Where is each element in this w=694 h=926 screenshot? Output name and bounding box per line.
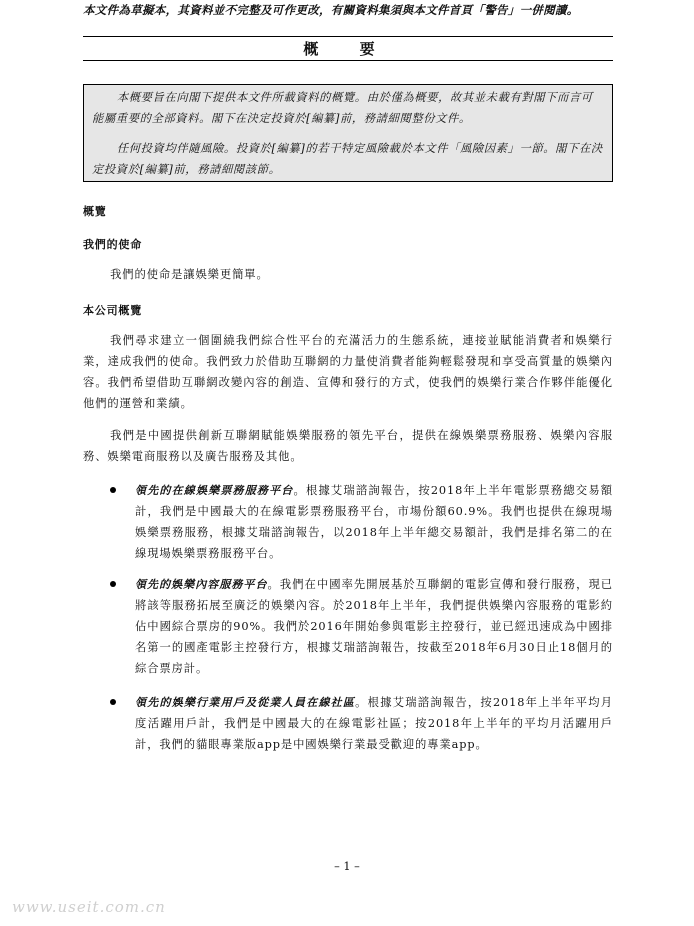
notice-paragraph: 任何投資均伴隨風險。投資於[編纂]的若干特定風險載於本文件「風險因素」一節。閣下在決定投資於[編纂]前，務請細閱該節。	[92, 142, 603, 176]
bullet-lead: 領先的娛樂行業用戶及從業人員在線社區	[135, 696, 356, 709]
overview-heading: 概覽	[83, 205, 107, 218]
company-overview-heading: 本公司概覽	[83, 304, 142, 317]
bullet-item	[110, 480, 613, 564]
mission-heading: 我們的使命	[83, 238, 142, 251]
summary-notice-box	[83, 84, 613, 182]
header-rule-bottom	[83, 60, 613, 61]
page-number: – 1 –	[334, 860, 360, 873]
bullet-text: 。根據艾瑞諮詢報告，按2018年上半年電影票務總交易額計，我們是中國最大的在線電影票務服務平台，市場份額60.9%。我們也提供在線現場娛樂票務服務，根據艾瑞諮詢報告，以2018年上半年總交易額計，我們是排名第二的在線現場娛樂票務服務平台。	[135, 484, 613, 560]
bullet-item	[110, 692, 613, 755]
bullet-lead: 領先的在線娛樂票務服務平台	[135, 484, 294, 497]
bullet-lead: 領先的娛樂內容服務平台	[135, 578, 268, 591]
company-paragraph-2: 我們是中國提供創新互聯網賦能娛樂服務的領先平台，提供在線娛樂票務服務、娛樂內容服務、娛樂電商服務以及廣告服務及其他。	[83, 429, 613, 463]
bullet-text: 。根據艾瑞諮詢報告，按2018年上半年平均月度活躍用戶計，我們是中國最大的在線電影社區；按2018年上半年的平均月活躍用戶計，我們的貓眼專業版app是中國娛樂行業最受歡迎的專業app。	[135, 696, 613, 751]
company-paragraph-1: 我們尋求建立一個圍繞我們綜合性平台的充滿活力的生態系統，連接並賦能消費者和娛樂行業，達成我們的使命。我們致力於借助互聯網的力量使消費者能夠輕鬆發現和享受高質量的娛樂內容。我們希望借助互聯網改變內容的創造、宣傳和發行的方式，使我們的娛樂行業合作夥伴能優化他們的運營和業績。	[83, 334, 613, 410]
mission-text: 我們的使命是讓娛樂更簡單。	[110, 268, 269, 281]
watermark: www.useit.com.cn	[12, 898, 166, 916]
bullet-item	[110, 574, 613, 679]
bullet-dot-icon	[110, 699, 116, 705]
bullet-text: 。我們在中國率先開展基於互聯網的電影宣傳和發行服務，現已將該等服務拓展至廣泛的娛樂內容。於2018年上半年，我們提供娛樂內容服務的電影約佔中國綜合票房的90%。我們於2016年開始參與電影主控發行，並已經迅速成為中國排名第一的國產電影主控發行方，根據艾瑞諮詢報告，按截至2018年6月30日止18個月的綜合票房計。	[135, 578, 613, 675]
bullet-dot-icon	[110, 581, 116, 587]
header-rule-top	[83, 36, 613, 37]
draft-warning: 本文件為草擬本，其資料並不完整及可作更改，有關資料集須與本文件首頁「警告」一併閱讀。	[83, 3, 579, 17]
bullet-dot-icon	[110, 487, 116, 493]
notice-paragraph: 本概要旨在向閣下提供本文件所載資料的概覽。由於僅為概要，故其並未載有對閣下而言可能屬重要的全部資料。閣下在決定投資於[編纂]前，務請細閱整份文件。	[92, 91, 593, 125]
page-title: 概 要	[303, 40, 393, 58]
